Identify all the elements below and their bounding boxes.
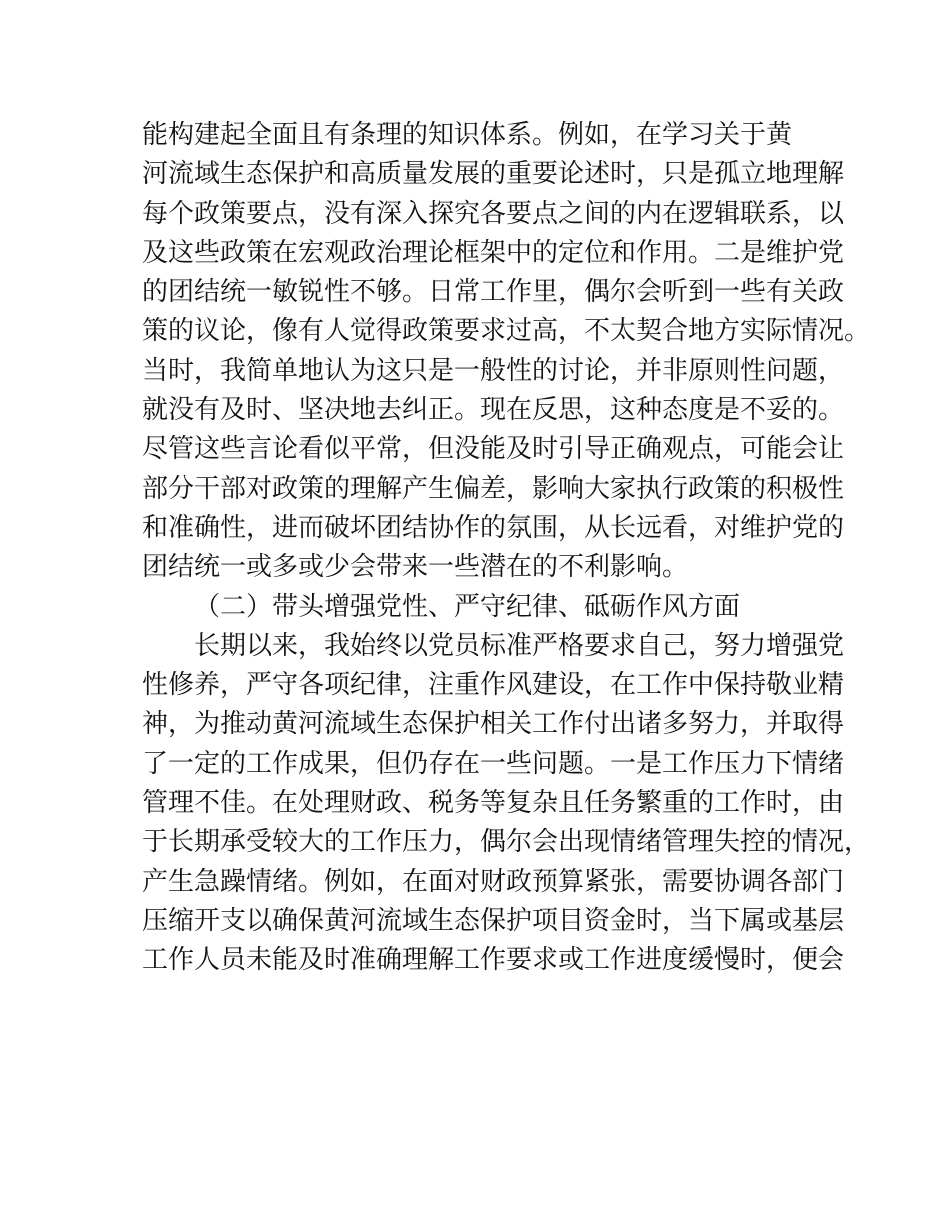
section-heading: （二）带头增强党性、严守纪律、砥砺作风方面 — [194, 591, 741, 622]
document-body — [142, 116, 871, 981]
text-line: 策的议论，像有人觉得政策要求过高，不太契合地方实际情况。 — [142, 316, 871, 347]
text-line: 团结统一或多或少会带来一些潜在的不利影响。 — [142, 552, 689, 583]
text-line: 压缩开支以确保黄河流域生态保护项目资金时，当下属或基层 — [142, 905, 845, 936]
paragraph-2 — [142, 627, 871, 981]
text-line: 工作人员未能及时准确理解工作要求或工作进度缓慢时，便会 — [142, 945, 845, 976]
text-line: 就没有及时、坚决地去纠正。现在反思，这种态度是不妥的。 — [142, 395, 845, 426]
text-line: 每个政策要点，没有深入探究各要点之间的内在逻辑联系，以 — [142, 198, 845, 229]
text-line: 尽管这些言论看似平常，但没能及时引导正确观点，可能会让 — [142, 434, 845, 465]
text-line: 及这些政策在宏观政治理论框架中的定位和作用。二是维护党 — [142, 237, 845, 268]
text-line: 于长期承受较大的工作压力，偶尔会出现情绪管理失控的情况， — [142, 827, 871, 858]
text-line: 神，为推动黄河流域生态保护相关工作付出诸多努力，并取得 — [142, 709, 845, 740]
text-line: 性修养，严守各项纪律，注重作风建设，在工作中保持敬业精 — [142, 670, 845, 701]
text-line: 管理不佳。在处理财政、税务等复杂且任务繁重的工作时，由 — [142, 788, 845, 819]
text-line: 和准确性，进而破坏团结协作的氛围，从长远看，对维护党的 — [142, 512, 845, 543]
text-line: 当时，我简单地认为这只是一般性的讨论，并非原则性问题， — [142, 355, 845, 386]
text-line: 河流域生态保护和高质量发展的重要论述时，只是孤立地理解 — [142, 159, 845, 190]
text-line: 能构建起全面且有条理的知识体系。例如，在学习关于黄 — [142, 120, 793, 150]
text-line: 产生急躁情绪。例如，在面对财政预算紧张，需要协调各部门 — [142, 866, 845, 897]
paragraph-1 — [142, 116, 871, 588]
text-line: 了一定的工作成果，但仍存在一些问题。一是工作压力下情绪 — [142, 748, 845, 779]
text-line: 的团结统一敏锐性不够。日常工作里，偶尔会听到一些有关政 — [142, 277, 845, 308]
text-line: 长期以来，我始终以党员标准严格要求自己，努力增强党 — [194, 630, 845, 661]
text-line: 部分干部对政策的理解产生偏差，影响大家执行政策的积极性 — [142, 473, 845, 504]
